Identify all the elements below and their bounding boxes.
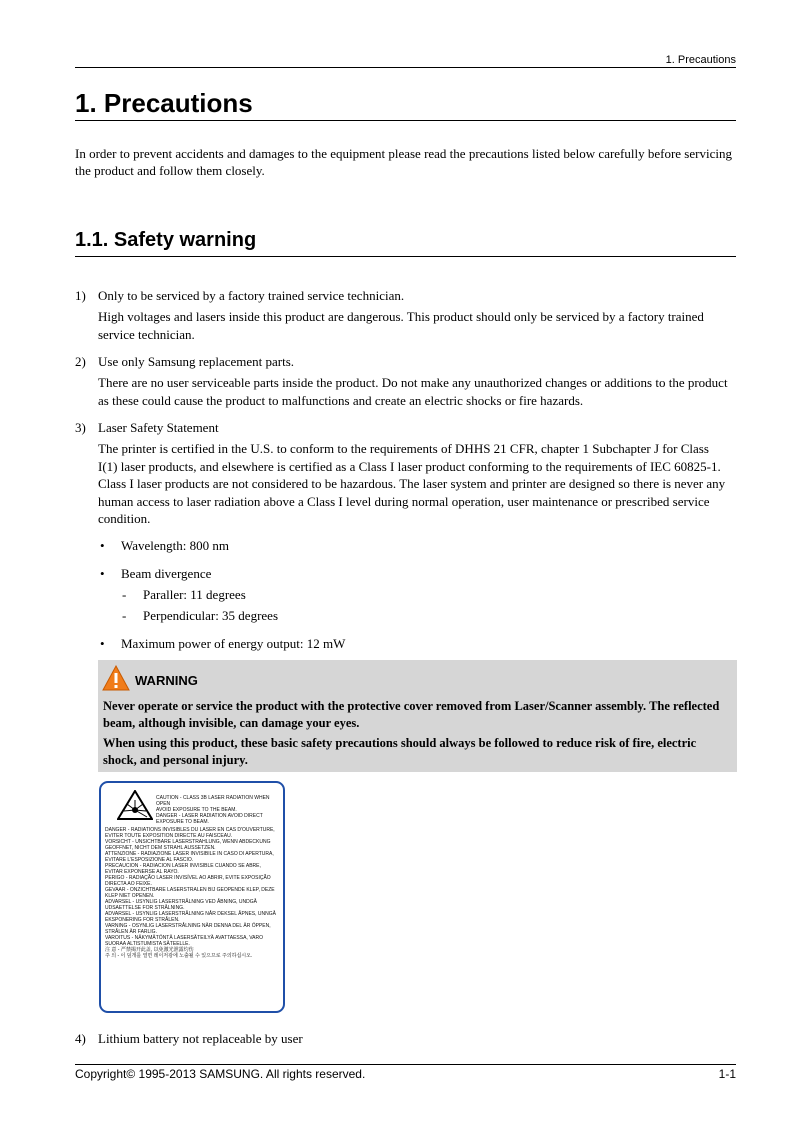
intro-paragraph: In order to prevent accidents and damages to the equipment please read the precautions listed below carefully before servicing the product and follow them closely.: [75, 146, 732, 178]
item-number: 3): [75, 420, 86, 435]
list-item: [75, 419, 735, 529]
bullet-text: Maximum power of energy output: 12 mW: [121, 636, 346, 651]
page-number: 1-1: [718, 1067, 736, 1081]
sub-bullet-dash: -: [122, 587, 127, 602]
item-body: The printer is certified in the U.S. to conform to the requirements of DHHS 21 CFR, chapter 1 Subchapter J for Class I(1) laser products, and elsewhere is certified as a Class I laser product conforming to the requirements of IEC 60825-1. Class I laser products are not considered to be hazardous. The laser system and printer are designed so there is never any human access to laser radiation above a Class I level during normal operation, user maintenance or prescribed service condition.: [98, 441, 726, 526]
sub-bullet-text: Perpendicular: 35 degrees: [143, 608, 279, 623]
header-rule: [75, 67, 736, 68]
item-title: Laser Safety Statement: [98, 420, 219, 435]
item-body: High voltages and lasers inside this product are dangerous. This product should only be serviced by a factory trained service technician.: [98, 309, 704, 342]
list-item: [75, 287, 735, 343]
bullet-dot: •: [100, 566, 105, 581]
item-number: 2): [75, 354, 86, 369]
list-item: [75, 353, 735, 409]
laser-hazard-icon: [117, 790, 153, 820]
bullet-dot: •: [100, 636, 105, 651]
bullet-dot: •: [100, 538, 105, 553]
section-rule: [75, 256, 736, 257]
warning-box: [98, 660, 737, 772]
page-title: 1. Precautions: [75, 88, 253, 118]
sub-bullet-dash: -: [122, 608, 127, 623]
bullet-text: Beam divergence: [121, 566, 212, 581]
laser-warning-label: [99, 781, 285, 1013]
item-number: 1): [75, 288, 86, 303]
section-heading: 1.1. Safety warning: [75, 229, 257, 251]
footer-rule: [75, 1064, 736, 1065]
item-title: Only to be serviced by a factory trained service technician.: [98, 288, 405, 303]
warning-paragraph: When using this product, these basic safety precautions should always be followed to reduce risk of fire, electric shock, and personal injury.: [103, 736, 697, 767]
item-body: There are no user serviceable parts inside the product. Do not make any unauthorized changes or additions to the product as these could cause the product to malfunctions and create an electric shocks or fire hazards.: [98, 375, 728, 408]
warning-triangle-icon: [102, 665, 130, 691]
laser-label-text: DANGER - RADIATIONS INVISIBLES DU LASER EN CAS D'OUVERTURE, EVITER TOUTE EXPOSITION DIRECTE AU FAISCEAU. VORSICHT - UNSICHTBARE LASERSTRAHLUNG, WENN ABDECKUNG GEOFFNET, NICHT DEM STRAHL AUSSETZEN. ATTENZIONE - RADIAZIONE LASER INVISIBILE IN CASO DI APERTURA, EVITARE L'ESPOSIZIONE AL FASCIO. PRECAUCION - RADIACION LASER INVISIBLE CUANDO SE ABRE, EVITAR EXPONERSE AL RAYO. PERIGO - RADIAÇÃO LASER INVISÍVEL AO ABRIR, EVITE EXPOSIÇÃO DIRECTA AO FEIXE. GEVAAR - ONZICHTBARE LASERSTRALEN BIJ GEOPENDE KLEP, DEZE KLEP NIET OPENEN. ADVARSEL - USYNLIG LASERSTRÅLNING VED ÅBNING, UNDGÅ UDSAETTELSE FOR STRÅLNING. ADVARSEL - USYNLIG LASERSTRÅLNING NÅR DEKSEL ÅPNES, UNNGÅ EKSPONERING FOR STRÅLEN. VARNING - OSYNLIG LASERSTRÅLNING NÄR DENNA DEL ÄR ÖPPEN, STRÅLEN ÄR FARLIG. VAROITUS - NÄKYMÄTÖNTÄ LASERSÄTEILYÄ AVATTAESSA, VARO SUORAA ALTISTUMISTA SÄTEELLE. 注 意 - 严禁揭开此盖, 以免激光泄露灼伤 주 의 - 이 덮개를 열면 레이저광에 노출될 수 있으므로 주의하십시오.: [105, 827, 276, 959]
laser-label-top-text: CAUTION - CLASS 3B LASER RADIATION WHEN OPEN AVOID EXPOSURE TO THE BEAM. DANGER - LASER RADIATION AVOID DIRECT EXPOSURE TO BEAM.: [156, 795, 270, 825]
item-number: 4): [75, 1031, 86, 1046]
item-title: Use only Samsung replacement parts.: [98, 354, 295, 369]
title-rule: [75, 120, 736, 121]
footer-copyright: Copyright© 1995-2013 SAMSUNG. All rights reserved.: [75, 1067, 366, 1081]
sub-bullet-text: Paraller: 11 degrees: [143, 587, 246, 602]
list-item: [75, 1030, 735, 1048]
warning-paragraph: Never operate or service the product with the protective cover removed from Laser/Scanner assembly. The reflected beam, although invisible, can damage your eyes.: [103, 699, 720, 730]
running-header: 1. Precautions: [665, 54, 736, 66]
bullet-text: Wavelength: 800 nm: [121, 538, 229, 553]
warning-title: WARNING: [135, 673, 198, 688]
item-title: Lithium battery not replaceable by user: [98, 1031, 303, 1046]
